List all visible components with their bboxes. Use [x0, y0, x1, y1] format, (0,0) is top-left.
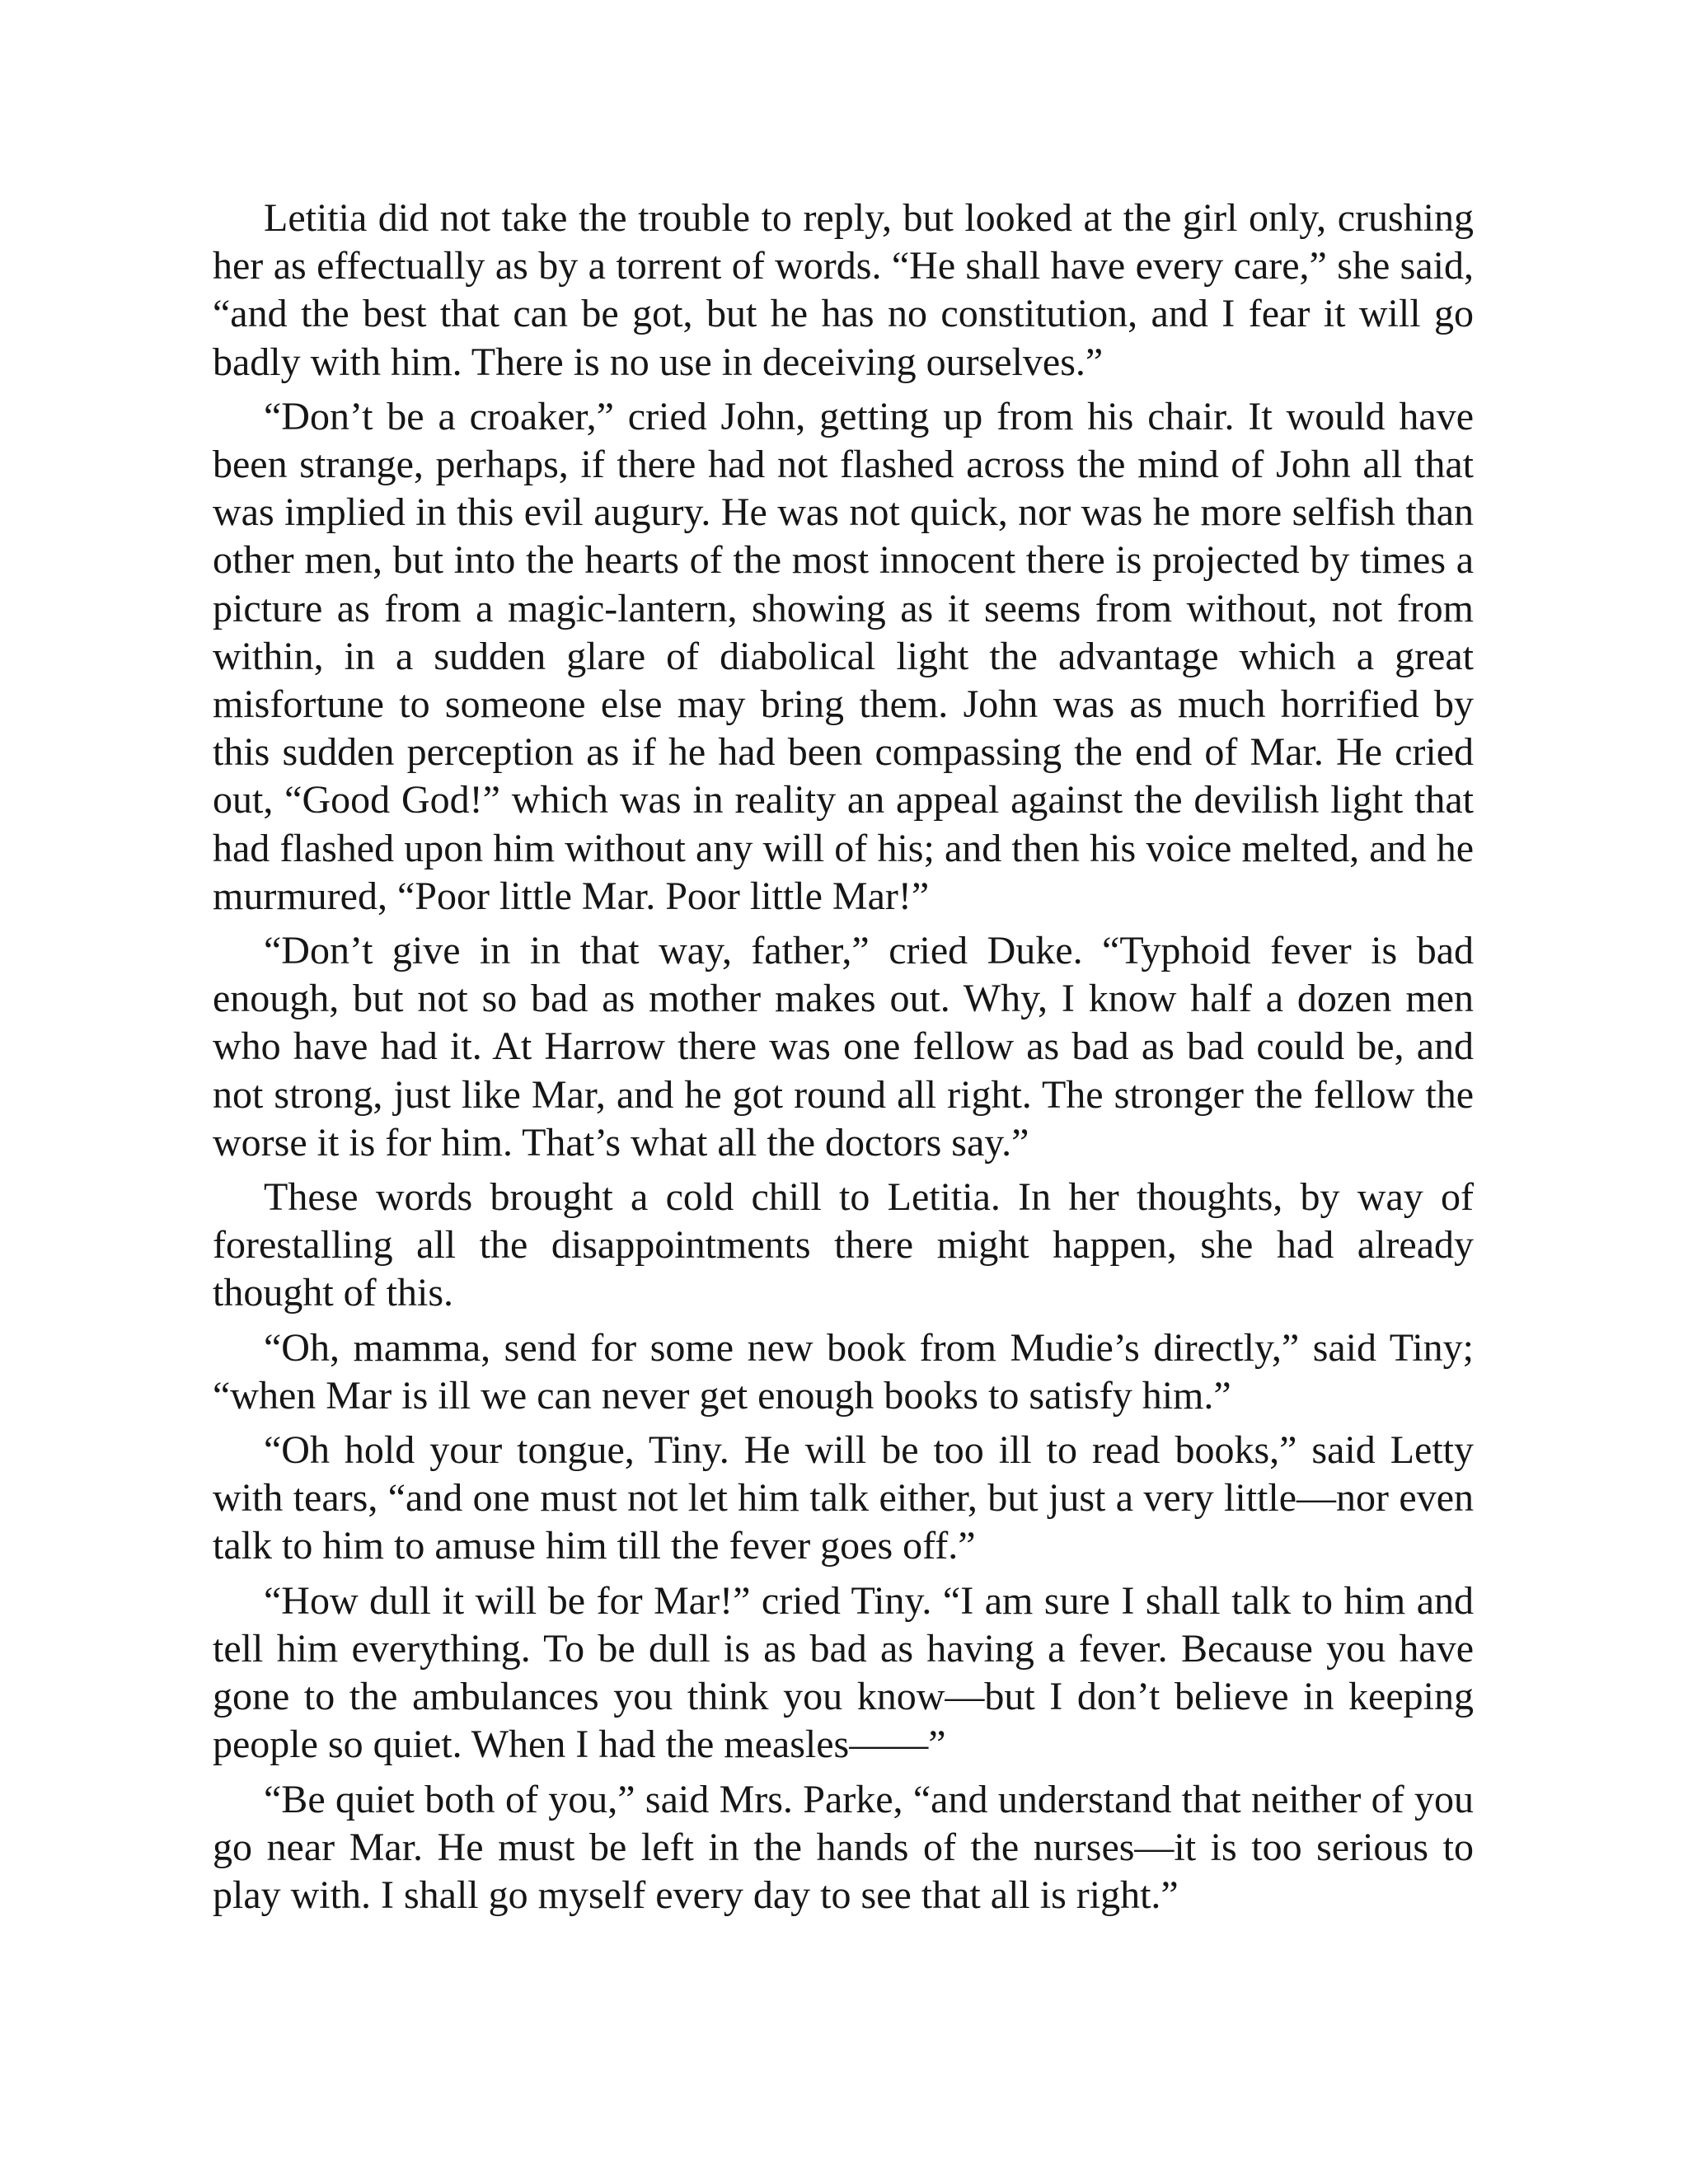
paragraph-8: “Be quiet both of you,” said Mrs. Parke, “and understand that neither of you go near Mar. He must be left in the hands of the nurses—it is too serious to play with. I shall go myself every day to see that all is right.”	[213, 1777, 1474, 1917]
paragraph-1: Letitia did not take the trouble to reply, but looked at the girl only, crushing her as effectually as by a torrent of words. “He shall have every care,” she said, “and the best that can be got, but he has no constitution, and I fear it will go badly with him. There is no use in deceiving ourselves.”	[213, 196, 1474, 384]
paragraph-3: “Don’t give in in that way, father,” cried Duke. “Typhoid fever is bad enough, but not so bad as mother makes out. Why, I know half a dozen men who have had it. At Harrow there was one fellow as bad as bad could be, and not strong, just like Mar, and he got round all right. The stronger the fellow the worse it is for him. That’s what all the doctors say.”	[213, 929, 1474, 1165]
paragraph-5: “Oh, mamma, send for some new book from Mudie’s directly,” said Tiny; “when Mar is ill we can never get enough books to satisfy him.”	[213, 1325, 1474, 1418]
page-body-text	[213, 194, 1474, 1926]
paragraph-6: “Oh hold your tongue, Tiny. He will be too ill to read books,” said Letty with tears, “and one must not let him talk either, but just a very little—nor even talk to him to amuse him till the fever goes off.”	[213, 1428, 1474, 1568]
paragraph-7: “How dull it will be for Mar!” cried Tiny. “I am sure I shall talk to him and tell him everything. To be dull is as bad as having a fever. Because you have gone to the ambulances you think you know—but I don’t believe in keeping people so quiet. When I had the measles——”	[213, 1578, 1474, 1767]
paragraph-4: These words brought a cold chill to Letitia. In her thoughts, by way of forestalling all the disappointments there might happen, she had already thought of this.	[213, 1175, 1474, 1315]
paragraph-2: “Don’t be a croaker,” cried John, getting up from his chair. It would have been strange, perhaps, if there had not flashed across the mind of John all that was implied in this evil augury. He was not quick, nor was he more selfish than other men, but into the hearts of the most innocent there is projected by times a picture as from a magic-lantern, showing as it seems from without, not from within, in a sudden glare of diabolical light the advantage which a great misfortune to someone else may bring them. John was as much horrified by this sudden perception as if he had been compassing the end of Mar. He cried out, “Good God!” which was in reality an appeal against the devilish light that had flashed upon him without any will of his; and then his voice melted, and he murmured, “Poor little Mar. Poor little Mar!”	[213, 394, 1474, 918]
